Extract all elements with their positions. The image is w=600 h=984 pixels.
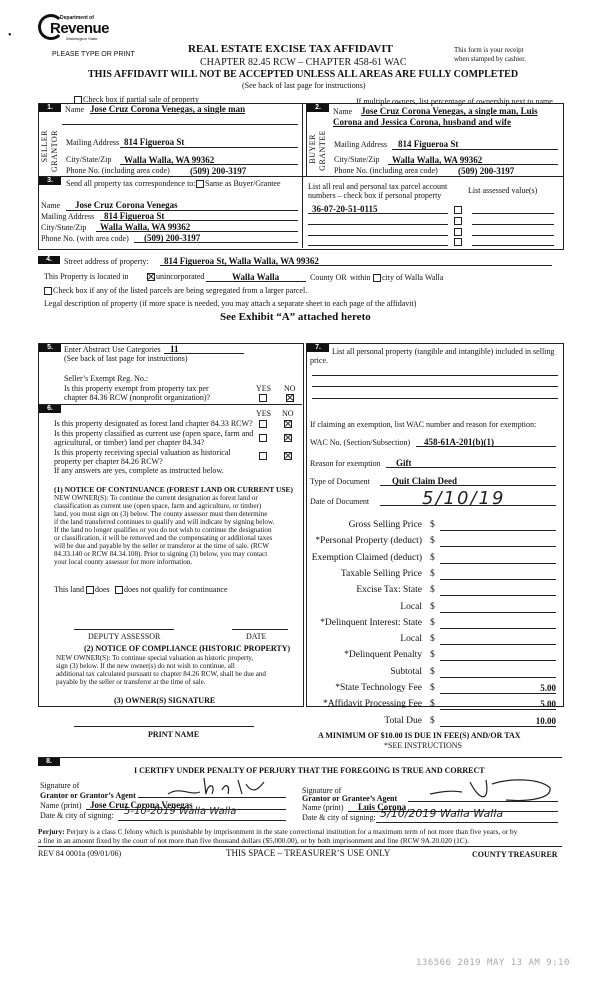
wac-label: WAC No. (Section/Subsection) (310, 438, 411, 447)
treasurer-space-label: THIS SPACE – TREASURER’S USE ONLY (226, 848, 391, 858)
rule (62, 124, 298, 125)
grantor-name-label: Name (print) (40, 801, 82, 810)
deputy-assessor-label: DEPUTY ASSESSOR (88, 632, 161, 641)
warning-line: THIS AFFIDAVIT WILL NOT BE ACCEPTED UNLESS ALL AREAS ARE FULLY COMPLETED (88, 69, 519, 80)
rule (472, 235, 554, 236)
unincorporated-label: unincorporated (156, 272, 205, 281)
tax-row-dollar-sign: $ (430, 618, 435, 628)
buyer-name-line-1: Jose Cruz Corona Venegas, a single man, Luis (361, 106, 538, 116)
grantee-side-label: GRANTEE (318, 130, 327, 171)
section-8-number: 8. (38, 758, 60, 766)
grantee-sig-of: Signature of (302, 786, 342, 795)
city-of-checkbox[interactable] (373, 274, 381, 282)
does-not-label: does not qualify for continuance (124, 585, 228, 594)
tax-row-dollar-sign: $ (430, 650, 435, 660)
tax-row-label: *Affidavit Processing Fee (322, 699, 422, 709)
corr-mailing-label: Mailing Address (41, 212, 95, 221)
rule (100, 220, 298, 221)
tax-row-label: Taxable Selling Price (340, 569, 422, 579)
parcel-3-checkbox[interactable] (454, 228, 462, 236)
rule (380, 505, 556, 506)
rule (472, 224, 554, 225)
grantor-signature-image (160, 772, 270, 800)
tax-row-label: Gross Selling Price (348, 520, 422, 530)
notice-1-line: will be due and payable by the seller or transferor at the time of sale. (RCW (54, 542, 270, 550)
corr-city-value: Walla Walla, WA 99362 (100, 222, 191, 232)
seller-phone-label: Phone No. (including area code) (66, 166, 170, 175)
tax-row-value: 5.00 (540, 699, 556, 709)
send-correspondence-label: Send all property tax correspondence to: (66, 179, 196, 188)
tax-row-dollar-sign: $ (430, 520, 435, 530)
s6-yes-header: YES (256, 409, 272, 418)
reason-label: Reason for exemption (310, 459, 381, 468)
perjury-text-1: Perjury is a class C felony which is punishable by imprisonment in the state correctional institution for a maximum term of not more than five years, or by (66, 827, 518, 836)
abstract-value: 11 (170, 344, 179, 354)
tax-row-rule (440, 595, 556, 596)
historic-question-1: Is this property receiving special valuation as historical (54, 448, 231, 457)
print-name-label: PRINT NAME (148, 730, 200, 739)
seller-side-label: SELLER (40, 130, 49, 163)
notice-1-line: If the land no longer qualifies or you do not wish to continue the designation (54, 526, 272, 534)
grantee-name-value: Luis Corona (358, 802, 407, 812)
current-use-no-checkbox[interactable] (284, 434, 292, 442)
logo-main-text: Revenue (50, 20, 110, 37)
tax-row-rule (440, 563, 556, 564)
parcel-1-checkbox[interactable] (454, 206, 462, 214)
segregated-label: Check box if any of the listed parcels are being segregated from a larger parcel. (53, 286, 308, 295)
doc-type-value: Quit Claim Deed (392, 476, 457, 486)
seller-city-value: Walla Walla, WA 99362 (124, 155, 215, 165)
tax-row-label: Subtotal (390, 667, 422, 677)
tax-row-label: Exemption Claimed (deduct) (311, 553, 422, 563)
buyer-mailing-label: Mailing Address (334, 140, 388, 149)
rule (120, 164, 298, 165)
parcel-header-1: List all real and personal tax parcel account (308, 182, 448, 191)
perjury-line-2: a fine in an amount fixed by the court of not more than five thousand dollars ($5,000.00), or by both imprisonment and fine (RCW 9A.20.020 (1C). (38, 836, 469, 845)
seller-mailing-value: 814 Figueroa St (124, 137, 185, 147)
grantor-sig-of: Signature of (40, 781, 80, 790)
historic-question-2: property per chapter 84.26 RCW? (54, 457, 163, 466)
tax-row-rule (440, 677, 556, 678)
exempt-no-checkbox[interactable] (286, 394, 294, 402)
rule (308, 224, 448, 225)
grantee-signature-image (410, 772, 560, 806)
same-as-buyer-label: Same as Buyer/Grantee (205, 179, 281, 188)
recording-stamp: 136566 2019 MAY 13 AM 9:10 (416, 958, 570, 968)
section-5-number: 5. (39, 344, 61, 352)
tax-row-dollar-sign: $ (430, 699, 435, 709)
legal-description-value: See Exhibit “A” attached hereto (220, 311, 371, 323)
parcel-4-checkbox[interactable] (454, 238, 462, 246)
rule (66, 210, 298, 211)
notice-2-title: (2) NOTICE OF COMPLIANCE (HISTORIC PROPERTY) (84, 644, 291, 653)
grantee-agent-label: Grantor or Grantee’s Agent (302, 794, 398, 803)
notice-1-line: or classification, it will be removed and the compensating or additional taxes (54, 534, 273, 542)
tax-row-label: Local (400, 634, 422, 644)
doc-date-value: 5/10/19 (422, 488, 506, 509)
tax-row-dollar-sign: $ (430, 683, 435, 693)
wac-value: 458-61A-201(b)(1) (424, 437, 494, 447)
rule (74, 726, 254, 727)
buyer-city-value: Walla Walla, WA 99362 (392, 155, 483, 165)
rule (380, 485, 556, 486)
parcel-2-checkbox[interactable] (454, 217, 462, 225)
logo-top-text: Department of (60, 15, 94, 21)
tax-row-rule (440, 546, 556, 547)
section-2-number: 2. (307, 104, 329, 112)
seller-phone-value: (509) 200-3197 (190, 166, 247, 176)
rule (206, 281, 306, 282)
s6-no-header: NO (282, 409, 294, 418)
tax-row-value: 5.00 (540, 683, 556, 693)
tax-row-dollar-sign: $ (430, 569, 435, 579)
tax-row-label: *Personal Property (deduct) (315, 536, 422, 546)
buyer-mailing-value: 814 Figueroa St (398, 139, 459, 149)
rule (312, 375, 558, 376)
grantee-name-label: Name (print) (302, 803, 344, 812)
within-label: within (350, 273, 371, 282)
forest-question: Is this property designated as forest land chapter 84.33 RCW? (54, 419, 253, 428)
abstract-label: Enter Abstract Use Categories (64, 345, 161, 354)
chapter-line: CHAPTER 82.45 RCW – CHAPTER 458-61 WAC (200, 57, 407, 68)
tax-row-dollar-sign: $ (430, 634, 435, 644)
rule (120, 147, 298, 148)
located-in-label: This Property is located in (44, 272, 129, 281)
section-6-number: 6. (39, 405, 61, 413)
street-address-label: Street address of property: (64, 257, 149, 266)
tax-row-dollar-sign: $ (430, 553, 435, 563)
historic-yes-checkbox[interactable] (259, 452, 267, 460)
exemption-claim-label: If claiming an exemption, list WAC number and reason for exemption: (310, 420, 537, 429)
receipt-note-1: This form is your receipt (454, 46, 524, 54)
tax-row-rule (440, 644, 556, 645)
type-or-print: PLEASE TYPE OR PRINT (52, 51, 135, 58)
rule (96, 231, 298, 232)
rule (308, 213, 448, 214)
notice-1-line: classification as current use (open space, farm and agriculture, or timber) (54, 502, 262, 510)
corr-city-label: City/State/Zip (41, 223, 87, 232)
segregated-checkbox[interactable] (44, 287, 52, 295)
see-back-note: (See back of last page for instructions) (242, 81, 366, 90)
rule (388, 164, 558, 165)
tax-row-label: Excise Tax: State (356, 585, 422, 595)
rule (160, 265, 552, 266)
rule (386, 467, 556, 468)
personal-property-label-2: price. (310, 356, 328, 365)
page-title: REAL ESTATE EXCISE TAX AFFIDAVIT (188, 43, 393, 55)
tax-row-dollar-sign: $ (430, 667, 435, 677)
section-3-number: 3. (39, 177, 61, 185)
grantor-date-value: 5-10-2019 Walla Walla (124, 806, 237, 817)
unincorporated-checkbox[interactable] (147, 273, 155, 281)
section-1-number: 1. (39, 104, 61, 112)
rule (472, 245, 554, 246)
corr-name-label: Name (41, 201, 61, 210)
bullet-mark: • (8, 30, 12, 41)
rule (38, 404, 302, 405)
exempt-question-1: Is this property exempt from property tax per (64, 384, 209, 393)
assessed-header: List assessed value(s) (468, 186, 538, 195)
rule (134, 242, 298, 243)
buyer-city-label: City/State/Zip (334, 155, 380, 164)
tax-row-dollar-sign: $ (430, 585, 435, 595)
tax-row-dollar-sign: $ (430, 536, 435, 546)
this-land-label: This land (54, 585, 84, 594)
exempt-yes-header: YES (256, 384, 272, 393)
partial-sale-label: Check box if partial sale of property (83, 95, 199, 104)
exempt-yes-checkbox[interactable] (259, 394, 267, 402)
doc-date-label: Date of Document (310, 497, 370, 506)
buyer-name-line-2: Corona and Jessica Corona, husband and wife (333, 117, 511, 127)
rule (312, 386, 558, 387)
grantor-agent-label: Grantor or Grantor’s Agent (40, 791, 136, 800)
certify-statement: I CERTIFY UNDER PENALTY OF PERJURY THAT THE FOREGOING IS TRUE AND CORRECT (134, 766, 485, 775)
parcel-header-2: numbers – check box if personal property (308, 191, 442, 200)
perjury-line-1 (38, 828, 517, 836)
county-treasurer-label: COUNTY TREASURER (472, 850, 558, 859)
seller-mailing-label: Mailing Address (66, 138, 120, 147)
tax-row-label: *State Technology Fee (335, 683, 422, 693)
rule (472, 213, 554, 214)
exempt-reg-label: Seller’s Exempt Reg. No.: (64, 374, 149, 383)
tax-row-rule (440, 660, 556, 661)
rule (308, 235, 448, 236)
tax-row-label: Total Due (384, 716, 422, 726)
minimum-fee-line: A MINIMUM OF $10.00 IS DUE IN FEE(S) AND/OR TAX (318, 731, 521, 740)
tax-row-rule (440, 579, 556, 580)
current-use-question-1: Is this property classified as current use (open space, farm and (54, 429, 254, 438)
rule (38, 846, 562, 847)
tax-row-rule (440, 530, 556, 531)
corr-phone-label: Phone No. (with area code) (41, 234, 129, 243)
logo-sub-text: Washington State (66, 36, 98, 41)
city-of-label: city of Walla Walla (382, 273, 444, 282)
does-label: does (95, 585, 110, 594)
grantee-date-label: Date & city of signing: (302, 813, 376, 822)
tax-row-label: Local (400, 602, 422, 612)
rule (232, 629, 288, 630)
forest-yes-checkbox[interactable] (259, 420, 267, 428)
notice-1-line: NEW OWNER(S): To continue the current designation as forest land or (54, 494, 258, 502)
corr-mailing-value: 814 Figueroa St (104, 211, 165, 221)
forest-no-checkbox[interactable] (284, 420, 292, 428)
date-label: DATE (246, 632, 267, 641)
does-qualify-checkbox[interactable] (86, 586, 94, 594)
county-value: Walla Walla (232, 272, 280, 282)
buyer-phone-value: (509) 200-3197 (458, 166, 515, 176)
notice-2-line: payable by the seller or transferor at the time of sale. (56, 678, 206, 686)
notice-1-line: if the land transferred continues to qualify and will indicate by signing below. (54, 518, 275, 526)
grantor-date-label: Date & city of signing: (40, 811, 114, 820)
notice-1-line: your local county assessor for more information. (54, 558, 193, 566)
does-not-qualify-checkbox[interactable] (115, 586, 123, 594)
rule (416, 446, 556, 447)
rule (302, 176, 303, 248)
tax-row-dollar-sign: $ (430, 602, 435, 612)
buyer-side-label: BUYER (308, 134, 317, 164)
rule (38, 757, 562, 758)
tax-row-rule (440, 628, 556, 629)
tax-row-value: 10.00 (535, 716, 556, 726)
rule (376, 822, 558, 823)
personal-property-label: List all personal property (tangible and intangible) included in selling (332, 347, 555, 356)
tax-row-label: *Delinquent Interest: State (320, 618, 422, 628)
doc-type-label: Type of Document (310, 477, 370, 486)
grantee-date-value: 5/10/2019 Walla Walla (380, 807, 504, 820)
multiple-owners-note: If multiple owners, list percentage of ownership next to name (356, 97, 553, 106)
legal-description-label: Legal description of property (if more space is needed, you may attach a separate sheet to each page of the affidavit) (44, 299, 417, 308)
yes-instruction: If any answers are yes, complete as instructed below. (54, 466, 224, 475)
form-revision: REV 84 0001a (09/01/06) (38, 849, 122, 858)
rule (392, 149, 558, 150)
abstract-note: (See back of last page for instructions) (64, 354, 188, 363)
corr-phone-value: (509) 200-3197 (144, 233, 201, 243)
notice-2-line: additional tax calculated pursuant to chapter 84.26 RCW, shall be due and (56, 670, 266, 678)
notice-2-line: sign (3) below. If the new owner(s) do not wish to continue, all (56, 662, 235, 670)
grantor-side-label: GRANTOR (50, 130, 59, 173)
notice-1-title: (1) NOTICE OF CONTINUANCE (FOREST LAND OR CURRENT USE) (54, 485, 294, 494)
notice-1-line: 84.33.140 or RCW 84.34.108). Prior to signing (3) below, you may contact (54, 550, 268, 558)
notice-1-line: land, you must sign on (3) below. The county assessor must then determine (54, 510, 268, 518)
current-use-yes-checkbox[interactable] (259, 434, 267, 442)
notice-2-line: NEW OWNER(S): To continue special valuation as historic property, (56, 654, 254, 662)
same-as-buyer-checkbox[interactable] (196, 180, 204, 188)
rule (74, 629, 174, 630)
buyer-phone-label: Phone No. (including area code) (334, 166, 438, 175)
grantor-name-value: Jose Cruz Corona Venegas (90, 800, 193, 810)
seller-name-label: Name (65, 105, 85, 114)
county-or-label: County OR (310, 273, 347, 282)
exempt-question-2: chapter 84.36 RCW (nonprofit organization)? (64, 393, 211, 402)
see-instructions-line: *SEE INSTRUCTIONS (384, 741, 463, 750)
current-use-question-2: agricultural, or timber) land per chapter 84.34? (54, 438, 205, 447)
perjury-bold-label: Perjury: (38, 827, 65, 836)
exempt-no-header: NO (284, 384, 296, 393)
owner-signature-label: (3) OWNER(S) SIGNATURE (114, 696, 216, 705)
tax-row-label: *Delinquent Penalty (344, 650, 422, 660)
buyer-name-label: Name (333, 107, 353, 116)
historic-no-checkbox[interactable] (284, 452, 292, 460)
street-address-value: 814 Figueroa St, Walla Walla, WA 99362 (164, 256, 319, 266)
receipt-note-2: when stamped by cashier. (454, 55, 526, 63)
corr-name-value: Jose Cruz Corona Venegas (75, 200, 178, 210)
rule (308, 245, 448, 246)
parcel-number-value: 36-07-20-51-0115 (312, 204, 378, 214)
section-4-number: 4. (38, 256, 60, 264)
section-7-number: 7. (307, 344, 329, 352)
seller-name-value: Jose Cruz Corona Venegas, a single man (90, 104, 246, 114)
seller-city-label: City/State/Zip (66, 155, 112, 164)
rule (312, 398, 558, 399)
tax-row-rule (440, 612, 556, 613)
reason-value: Gift (396, 458, 412, 468)
tax-row-dollar-sign: $ (430, 716, 435, 726)
rule (118, 820, 286, 821)
